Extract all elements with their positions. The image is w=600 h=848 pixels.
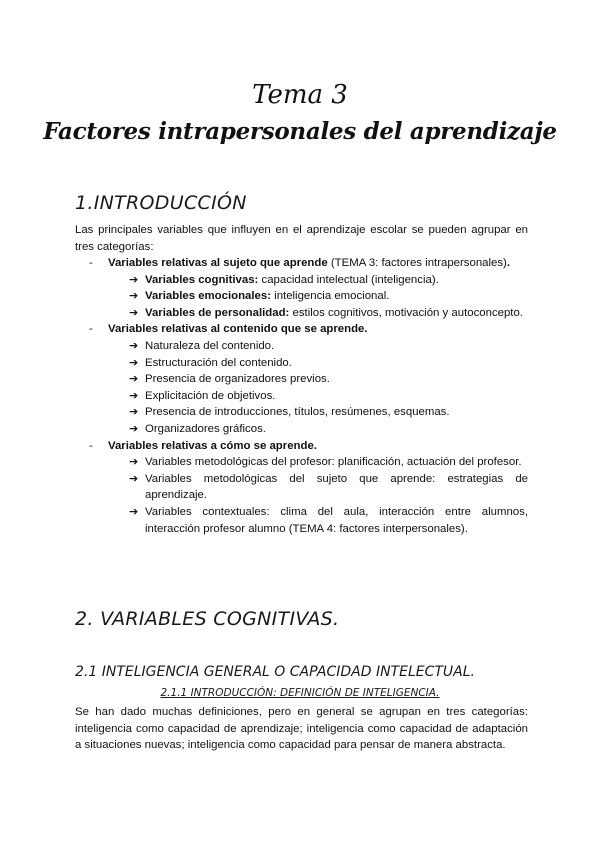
category-text: (TEMA 3: factores intrapersonales) <box>327 257 507 269</box>
arrow-icon: ➔ <box>129 389 139 402</box>
category-bold: Variables relativas a cómo se aprende. <box>108 439 317 452</box>
tema-label: Tema 3 <box>252 80 348 110</box>
arrow-icon: ➔ <box>129 273 139 286</box>
item-text: Variables contextuales: clima del aula, interacción entre alumnos, interacción profesor alumno (TEMA 4: factores interpersonales). <box>145 505 528 535</box>
category-tail: . <box>506 257 511 269</box>
list-item <box>75 454 528 471</box>
dash-bullet: - <box>89 439 93 452</box>
item-text: Variables metodológicas del sujeto que aprende: estrategias de aprendizaje. <box>145 472 528 502</box>
item-bold: Variables emocionales: <box>145 290 271 303</box>
list-item <box>75 404 528 421</box>
list-item <box>75 305 528 322</box>
dash-bullet: - <box>89 323 93 336</box>
category-bold: Variables relativas al sujeto que aprende <box>108 257 328 269</box>
list-item <box>75 288 528 305</box>
list-item <box>75 421 528 438</box>
item-text: capacidad intelectual (inteligencia). <box>258 273 439 286</box>
arrow-icon: ➔ <box>129 373 139 386</box>
item-text: Explicitación de objetivos. <box>145 389 276 402</box>
list-item <box>75 388 528 405</box>
arrow-icon: ➔ <box>129 356 139 369</box>
page-title: Factores intrapersonales del aprendizaje <box>43 118 557 145</box>
item-text: estilos cognitivos, motivación y autoconcepto. <box>289 306 523 319</box>
arrow-icon: ➔ <box>129 290 139 303</box>
item-bold: Variables de personalidad: <box>145 306 290 319</box>
category-item <box>75 321 528 338</box>
item-text: Presencia de organizadores previos. <box>145 373 330 386</box>
item-text: Organizadores gráficos. <box>145 422 266 435</box>
item-text: Variables metodológicas del profesor: planificación, actuación del profesor. <box>145 456 522 469</box>
list-item <box>75 504 528 537</box>
intro-paragraph: Las principales variables que influyen en el aprendizaje escolar se pueden agrupar en tres categorías: <box>75 224 528 253</box>
section-heading-introduccion: 1.INTRODUCCIÓN <box>75 192 247 214</box>
subsection-heading: 2.1 INTELIGENCIA GENERAL O CAPACIDAD INTELECTUAL. <box>75 664 475 680</box>
dash-bullet: - <box>89 257 93 269</box>
arrow-icon: ➔ <box>129 306 139 319</box>
section-heading-variables-cognitivas: 2. VARIABLES COGNITIVAS. <box>75 608 340 630</box>
list-item <box>75 371 528 388</box>
definition-paragraph: Se han dado muchas definiciones, pero en general se agrupan en tres categorías: inteligencia como capacidad de aprendizaje; inteligencia como capacidad de adaptación a situaciones nuevas; inteligencia como capacidad para pensar de manera abstracta. <box>75 706 528 752</box>
arrow-icon: ➔ <box>129 339 139 352</box>
list-item <box>75 355 528 372</box>
arrow-icon: ➔ <box>129 472 139 485</box>
item-text: Naturaleza del contenido. <box>145 339 275 352</box>
category-item <box>75 438 528 455</box>
category-item <box>75 255 528 272</box>
arrow-icon: ➔ <box>129 406 139 419</box>
arrow-icon: ➔ <box>129 456 139 469</box>
list-item <box>75 338 528 355</box>
item-text: Estructuración del contenido. <box>145 356 292 369</box>
arrow-icon: ➔ <box>129 422 139 435</box>
categories-list <box>75 255 528 537</box>
list-item <box>75 272 528 289</box>
arrow-icon: ➔ <box>129 505 139 518</box>
list-item <box>75 471 528 504</box>
category-bold: Variables relativas al contenido que se aprende. <box>108 323 368 336</box>
subsubsection-heading: 2.1.1 INTRODUCCIÓN: DEFINICIÓN DE INTELIGENCIA. <box>160 687 440 699</box>
item-text: Presencia de introducciones, títulos, resúmenes, esquemas. <box>145 406 450 419</box>
item-bold: Variables cognitivas: <box>145 273 259 286</box>
item-text: inteligencia emocional. <box>271 290 390 303</box>
